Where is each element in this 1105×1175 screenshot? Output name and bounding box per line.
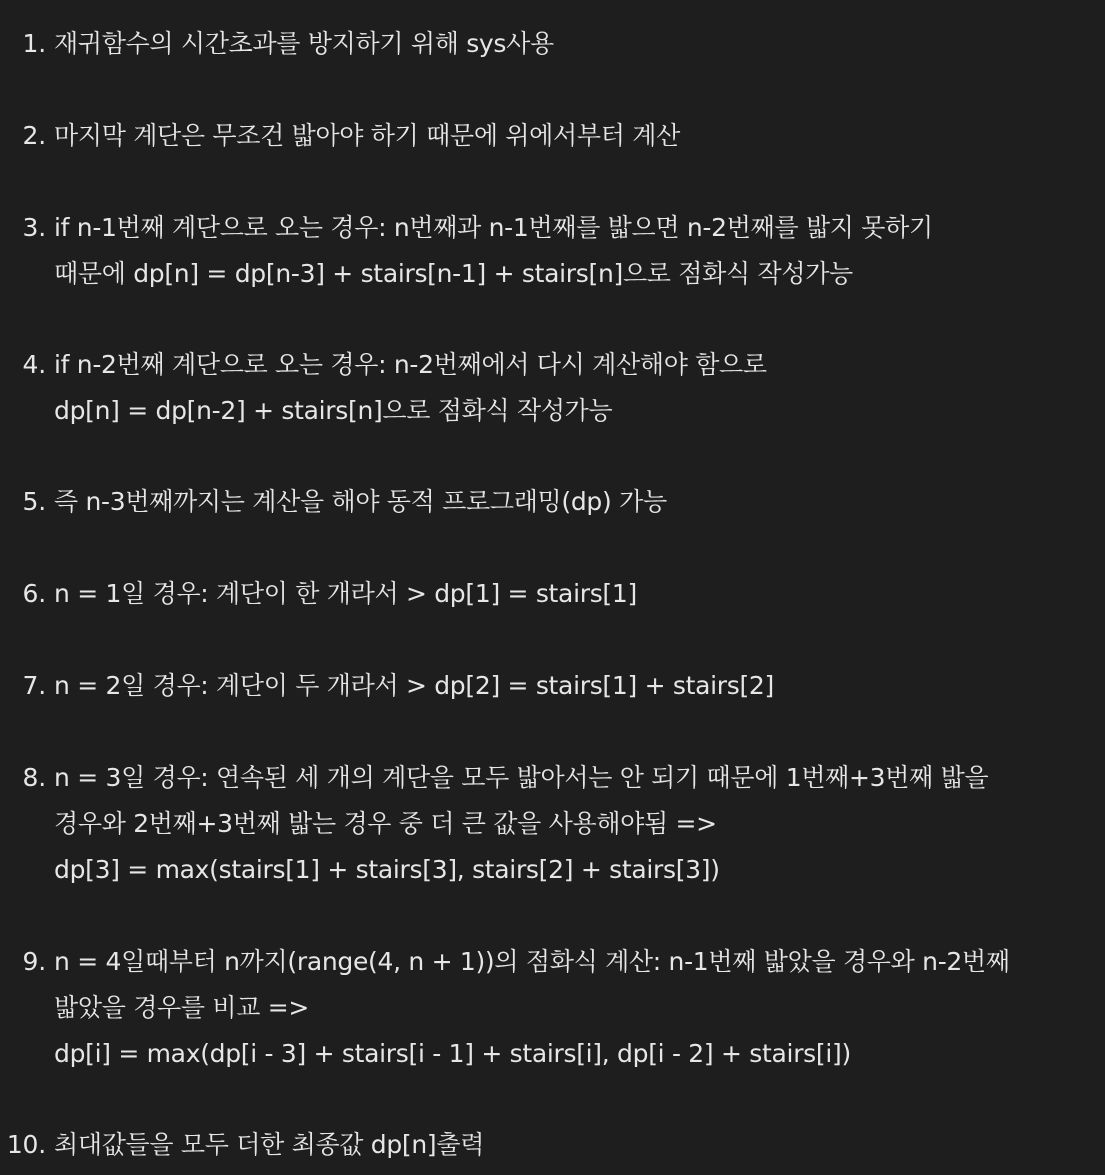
- list-item-line: 경우와 2번째+3번째 밟는 경우 중 더 큰 값을 사용해야됨 =>: [54, 809, 717, 838]
- list-item-number: 9.: [22, 947, 46, 976]
- list-item-line: 때문에 dp[n] = dp[n-3] + stairs[n-1] + stairs[n]으로 점화식 작성가능: [54, 259, 853, 288]
- list-item-line: 재귀함수의 시간초과를 방지하기 위해 sys사용: [54, 29, 554, 58]
- list-item-line: if n-2번째 계단으로 오는 경우: n-2번째에서 다시 계산해야 함으로: [54, 350, 767, 379]
- list-item-number: 3.: [22, 213, 46, 242]
- list-item-line: n = 1일 경우: 계단이 한 개라서 > dp[1] = stairs[1]: [54, 579, 637, 608]
- list-item-line: 마지막 계단은 무조건 밟아야 하기 때문에 위에서부터 계산: [54, 121, 680, 150]
- list-item-number: 1.: [22, 29, 46, 58]
- list-item-number: 6.: [22, 579, 46, 608]
- list-item-line: n = 3일 경우: 연속된 세 개의 계단을 모두 밟아서는 안 되기 때문에 1번째+3번째 밟을: [54, 763, 989, 792]
- list-item-number: 7.: [22, 671, 46, 700]
- list-item-line: 즉 n-3번째까지는 계산을 해야 동적 프로그래밍(dp) 가능: [54, 487, 667, 516]
- list-item-line: 최대값들을 모두 더한 최종값 dp[n]출력: [54, 1130, 485, 1159]
- list-item-line: if n-1번째 계단으로 오는 경우: n번째과 n-1번째를 밟으면 n-2번째를 밟지 못하기: [54, 213, 933, 242]
- list-item-number: 2.: [22, 121, 46, 150]
- list-item-line: n = 2일 경우: 계단이 두 개라서 > dp[2] = stairs[1] + stairs[2]: [54, 671, 774, 700]
- list-item-number: 4.: [22, 350, 46, 379]
- list-item-line: n = 4일때부터 n까지(range(4, n + 1))의 점화식 계산: n-1번째 밟았을 경우와 n-2번째: [54, 947, 1010, 976]
- list-item-line: dp[i] = max(dp[i - 3] + stairs[i - 1] + stairs[i], dp[i - 2] + stairs[i]): [54, 1039, 851, 1068]
- list-item-number: 8.: [22, 763, 46, 792]
- list-item-line: dp[n] = dp[n-2] + stairs[n]으로 점화식 작성가능: [54, 396, 613, 425]
- list-item-number: 5.: [22, 487, 46, 516]
- list-item-number: 10.: [6, 1130, 46, 1159]
- list-item-line: dp[3] = max(stairs[1] + stairs[3], stairs[2] + stairs[3]): [54, 855, 720, 884]
- list-item-line: 밟았을 경우를 비교 =>: [54, 993, 310, 1022]
